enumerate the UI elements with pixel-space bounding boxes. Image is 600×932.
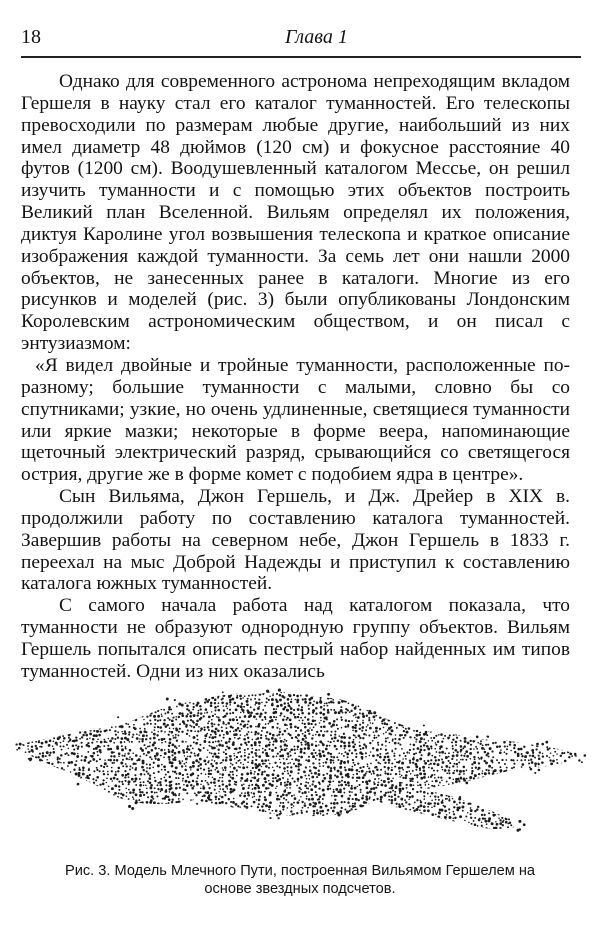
figure-caption (6, 862, 594, 898)
chapter-title: Глава 1 (285, 26, 348, 48)
paragraph: Однако для современного астронома непреходящим вкладом Гершеля в науку стал его каталог туманностей. Его телескопы превосходили по размерам любые другие, наибольший из них имел диаметр 48 дюймов (120 см) и фокусное расстояние 40 футов (1200 см). Воодушевленный каталогом Мессье, он решил изучить туманности и с помощью этих объектов построить Великий план Вселенной. Вильям определял их положения, диктуя Каролине угол возвышения телескопа и краткое описание изображения каждой туманности. За семь лет они нашли 2000 объектов, не занесенных ранее в каталоги. Многие из его рисунков и моделей (рис. 3) были опубликованы Лондонским Королевским астрономическим обществом, и он писал с энтузиазмом: (21, 71, 570, 355)
caption-line: основе звездных подсчетов. (204, 881, 396, 897)
caption-line: Рис. 3. Модель Млечного Пути, построенная Вильямом Гершелем на (64, 863, 536, 879)
milky-way-illustration (14, 688, 586, 850)
milky-way-figure (14, 688, 586, 850)
page-number: 18 (21, 26, 41, 48)
header-rule (21, 56, 581, 58)
paragraph: Сын Вильяма, Джон Гершель, и Дж. Дрейер в XIX в. продолжили работу по составлению каталога туманностей. Завершив работы на северном небе, Джон Гершель в 1833 г. переехал на мыс Доброй Надежды и приступил к составлению каталога южных туманностей. (21, 486, 570, 595)
quote-paragraph: «Я видел двойные и тройные туманности, расположенные по-разному; большие туманности с малыми, словно бы со спутниками; узкие, но очень удлиненные, светящиеся туманности или яркие мазки; некоторые в форме веера, напоминающие щеточный электрический разряд, срывающийся со светящегося острия, другие же в форме комет с подобием ядра в центре». (21, 354, 570, 486)
running-header (21, 26, 581, 52)
body-text (21, 71, 570, 683)
star-dots (14, 688, 585, 850)
paragraph: С самого начала работа над каталогом показала, что туманности не образуют однородную группу объектов. Вильям Гершель попытался описать пестрый набор найденных им типов туманностей. Одни из них оказались (21, 595, 570, 682)
